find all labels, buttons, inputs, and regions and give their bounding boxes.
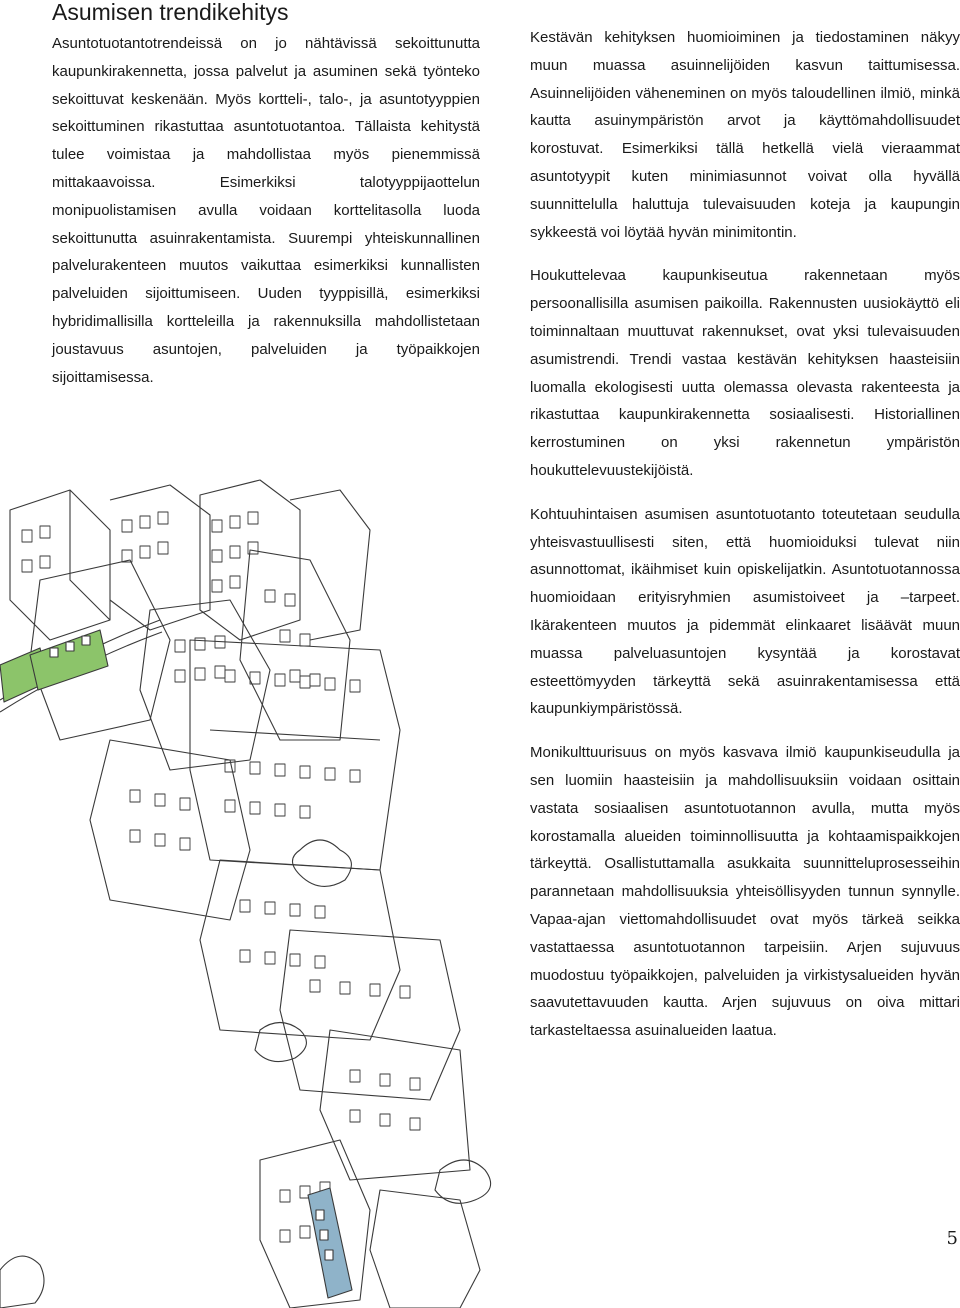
tree-icon-bottom: [0, 1256, 44, 1308]
bus-icon: [308, 1188, 352, 1298]
page-title: Asumisen trendikehitys: [52, 0, 289, 25]
right-paragraph-3: Kohtuuhintaisen asumisen asuntotuotanto toteutetaan seudulla yhteisvastuullisesti siten, että huomioiduksi tulevat niin asunnottomat, ikäihmiset kuin opiskelijatkin. Asuntotuotannossa huomioidaan erityisryhmien asumistoiveet ja –tarpeet. Ikärakenteen muutos ja pidemmät elinkaaret lisäävät muun muassa palveluasuntojen kysyntää ja korostavat esteettömyyden tärkeyttä sekä asuinrakentamisessa että kaupunkiympäristössä.: [530, 505, 960, 718]
tree-icons: [255, 840, 491, 1203]
tram-icon: [0, 630, 108, 702]
right-paragraph-4: Monikulttuurisuus on myös kasvava ilmiö kaupunkiseudulla ja sen luomiin haasteisiin ja mahdollisuuksiin voidaan osittain vastata sosiaalisen asuntotuotannon avulla, mutta myös korostamalla alueiden toiminnollisuutta ja kohtaamispaikkojen tärkeyttä. Osallistuttamalla asukkaita suunnitteluprosesseihin parannetaan mahdollisuuksia yhteisöllisyyden tunnun synnylle. Vapaa-ajan viettomahdollisuudet ovat myös tärkeä seikka vastattaessa asuntotuotannon tarpeisiin. Arjen sujuvuus muodostuu työpaikkojen, palveluiden ja virkistysalueiden hyvän saavutettavuuden kautta. Arjen sujuvuus on oiva mittari tarkasteltaessa asuinalueiden laatua.: [530, 744, 960, 1040]
right-paragraph-2: Houkuttelevaa kaupunkiseutua rakennetaan myös persoonallisilla asumisen paikoilla. Rakennusten uusiokäyttö eli toiminnaltaan muuttuvat rakennukset, ovat yksi tulevaisuuden asumistrendi. Trendi vastaa kestävän kehityksen haasteisiin luomalla ekologisesti uutta olemassa olevasta rakenteesta ja rikastuttaa kaupunkirakennetta sosiaalisesti. Historiallinen kerrostuminen on yksi rakennetun ympäristön houkuttelevuustekijöistä.: [530, 267, 960, 479]
city-sketch-icon: [0, 470, 520, 1308]
right-paragraph-1: Kestävän kehityksen huomioiminen ja tiedostaminen näkyy muun muassa asuinnelijöiden kasvun taittumisessa. Asuinnelijöiden väheneminen on myös taloudellinen ilmiö, minkä kautta asuinympäristön arvot ja käyttömahdollisuudet korostuvat. Esimerkiksi tällä hetkellä vielä vieraammat asuntotyypit kuten minimiasunnot voivat olla hyvällä suunnittelulla haluttuja tulevaisuuden koteja ja kaupungin sykkeestä voi löytää hyvän minimitontin.: [530, 29, 960, 241]
left-paragraph-1: Asuntotuotantotrendeissä on jo nähtävissä sekoittunutta kaupunkirakennetta, jossa palvelut ja asuminen sekä työnteko sekoittuvat keskenään. Myös kortteli-, talo-, ja asuntotyyppien sekoittuminen rikastuttaa asuntotuotantoa. Tällaista kehitystä tulee voimistaa ja mahdollistaa myös pienemmissä mittakaavoissa. Esimerkiksi talotyyppijaottelun monipuolistamisen avulla voidaan korttelitasolla luoda sekoittunutta asuinrakentamista. Suurempi yhteiskunnallinen palvelurakenteen muutos vaikuttaa esimerkiksi kunnallisten palveluiden sijoittumiseen. Uuden tyyppisillä, esimerkiksi hybridimallisilla kortteleilla ja rakennuksilla mahdollistetaan joustavuus asuntojen, palveluiden ja työpaikkojen sijoittamisessa.: [52, 35, 480, 386]
left-column: [52, 30, 480, 391]
right-column: [530, 24, 960, 1045]
page-number: 5: [946, 1228, 958, 1249]
